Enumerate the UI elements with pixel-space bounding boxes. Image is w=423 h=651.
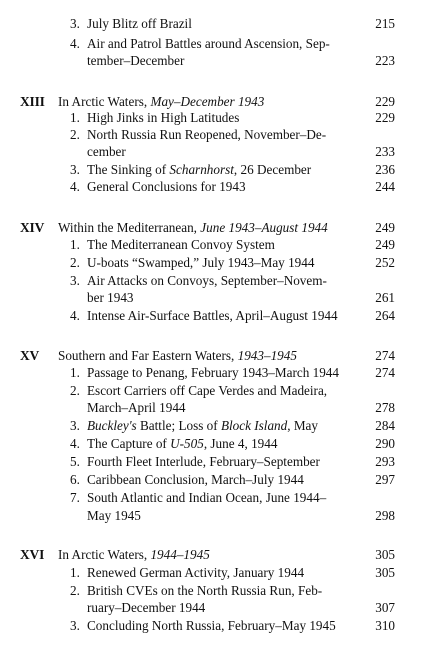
entry-number: 7. [70, 490, 80, 505]
title-text: cember [87, 144, 126, 159]
title-text: British CVEs on the North Russia Run, Feb- [87, 583, 323, 598]
entry-number: 4. [70, 179, 80, 194]
section-title [87, 237, 275, 253]
title-text: The Sinking of [87, 162, 170, 177]
title-text: Air Attacks on Convoys, September–Novem- [87, 273, 327, 288]
title-text: May 1945 [87, 508, 141, 523]
section-title [87, 36, 330, 52]
page-number: 278 [375, 400, 395, 415]
title-text: ruary–December 1944 [87, 600, 206, 615]
title-text: South Atlantic and Indian Ocean, June 1944– [87, 490, 327, 505]
title-text: 1943–1945 [237, 348, 297, 363]
title-text: In Arctic Waters, [58, 94, 151, 109]
entry-number: 4. [70, 436, 80, 451]
entry-number: 3. [70, 162, 80, 177]
section-title [87, 273, 327, 289]
title-text: In Arctic Waters, [58, 547, 151, 562]
section-title [87, 255, 314, 271]
page-number: 297 [375, 472, 395, 487]
title-text: ber 1943 [87, 290, 134, 305]
title-text: July Blitz off Brazil [87, 16, 192, 31]
chapter-title [58, 94, 264, 110]
title-text: The Mediterranean Convoy System [87, 237, 275, 252]
page-number: 274 [375, 348, 395, 363]
section-title [87, 436, 277, 452]
chapter-number: XV [20, 348, 40, 363]
page-number: 229 [375, 94, 395, 109]
entry-number: 1. [70, 565, 80, 580]
section-title [87, 472, 304, 488]
chapter-number: XIII [20, 94, 45, 109]
entry-number: 3. [70, 618, 80, 633]
page-number: 307 [375, 600, 395, 615]
page-number: 284 [375, 418, 395, 433]
section-title-continued [87, 400, 186, 416]
page-number: 274 [375, 365, 395, 380]
title-text: June 1943–August 1944 [200, 220, 328, 235]
title-text: Southern and Far Eastern Waters, [58, 348, 238, 363]
page-number: 293 [375, 454, 395, 469]
page-number: 290 [375, 436, 395, 451]
entry-number: 2. [70, 583, 80, 598]
section-title [87, 454, 320, 470]
page-number: 249 [375, 237, 395, 252]
title-text: Block Island [220, 418, 288, 433]
chapter-title [58, 348, 297, 364]
section-title-continued [87, 53, 184, 69]
entry-number: 1. [70, 237, 80, 252]
section-title-continued [87, 508, 141, 524]
entry-number: 4. [70, 308, 80, 323]
entry-number: 3. [70, 16, 80, 31]
page-number: 252 [375, 255, 395, 270]
section-title [87, 365, 339, 381]
entry-number: 3. [70, 273, 80, 288]
entry-number: 2. [70, 127, 80, 142]
title-text: General Conclusions for 1943 [87, 179, 246, 194]
section-title-continued [87, 600, 205, 616]
page-number: 261 [375, 290, 395, 305]
title-text: Caribbean Conclusion, March–July 1944 [87, 472, 304, 487]
section-title [87, 308, 338, 324]
title-text: Buckley's [87, 418, 137, 433]
chapter-number: XIV [20, 220, 45, 235]
section-title [87, 16, 192, 32]
page-number: 264 [375, 308, 395, 323]
chapter-title [58, 547, 210, 563]
title-text: Passage to Penang, February 1943–March 1944 [87, 365, 339, 380]
page-number: 244 [375, 179, 395, 194]
section-title [87, 565, 304, 581]
title-text: Battle; Loss of [136, 418, 221, 433]
entry-number: 1. [70, 110, 80, 125]
page-number: 305 [375, 547, 395, 562]
title-text: Escort Carriers off Cape Verdes and Madeira, [87, 383, 328, 398]
title-text: , June 4, 1944 [203, 436, 278, 451]
title-text: , May [287, 418, 319, 433]
title-text: Air and Patrol Battles around Ascension, Sep- [87, 36, 330, 51]
title-text: U-boats “Swamped,” July 1943–May 1944 [87, 255, 315, 270]
title-text: High Jinks in High Latitudes [87, 110, 240, 125]
page-number: 298 [375, 508, 395, 523]
section-title [87, 618, 336, 634]
entry-number: 3. [70, 418, 80, 433]
title-text: Concluding North Russia, February–May 1945 [87, 618, 336, 633]
title-text: Intense Air-Surface Battles, April–August 1944 [87, 308, 338, 323]
page-number: 215 [375, 16, 395, 31]
section-title [87, 418, 318, 434]
title-text: , 26 December [233, 162, 312, 177]
title-text: 1944–1945 [150, 547, 210, 562]
title-text: Renewed German Activity, January 1944 [87, 565, 305, 580]
entry-number: 1. [70, 365, 80, 380]
title-text: Scharnhorst [169, 162, 234, 177]
title-text: May–December 1943 [150, 94, 265, 109]
section-title [87, 383, 327, 399]
page-number: 305 [375, 565, 395, 580]
page-number: 236 [375, 162, 395, 177]
section-title [87, 162, 311, 178]
section-title [87, 110, 239, 126]
page-number: 223 [375, 53, 395, 68]
page-number: 310 [375, 618, 395, 633]
title-text: Fourth Fleet Interlude, February–September [87, 454, 320, 469]
section-title [87, 127, 326, 143]
title-text: Within the Mediterranean, [58, 220, 201, 235]
title-text: U-505 [170, 436, 204, 451]
title-text: tember–December [87, 53, 185, 68]
page-number: 233 [375, 144, 395, 159]
section-title-continued [87, 144, 126, 160]
entry-number: 6. [70, 472, 80, 487]
entry-number: 5. [70, 454, 80, 469]
entry-number: 4. [70, 36, 80, 51]
title-text: March–April 1944 [87, 400, 186, 415]
section-title [87, 583, 322, 599]
chapter-number: XVI [20, 547, 45, 562]
page-number: 249 [375, 220, 395, 235]
title-text: North Russia Run Reopened, November–De- [87, 127, 327, 142]
section-title-continued [87, 290, 134, 306]
title-text: The Capture of [87, 436, 171, 451]
page-number: 229 [375, 110, 395, 125]
section-title [87, 179, 246, 195]
chapter-title [58, 220, 328, 236]
entry-number: 2. [70, 255, 80, 270]
section-title [87, 490, 326, 506]
entry-number: 2. [70, 383, 80, 398]
